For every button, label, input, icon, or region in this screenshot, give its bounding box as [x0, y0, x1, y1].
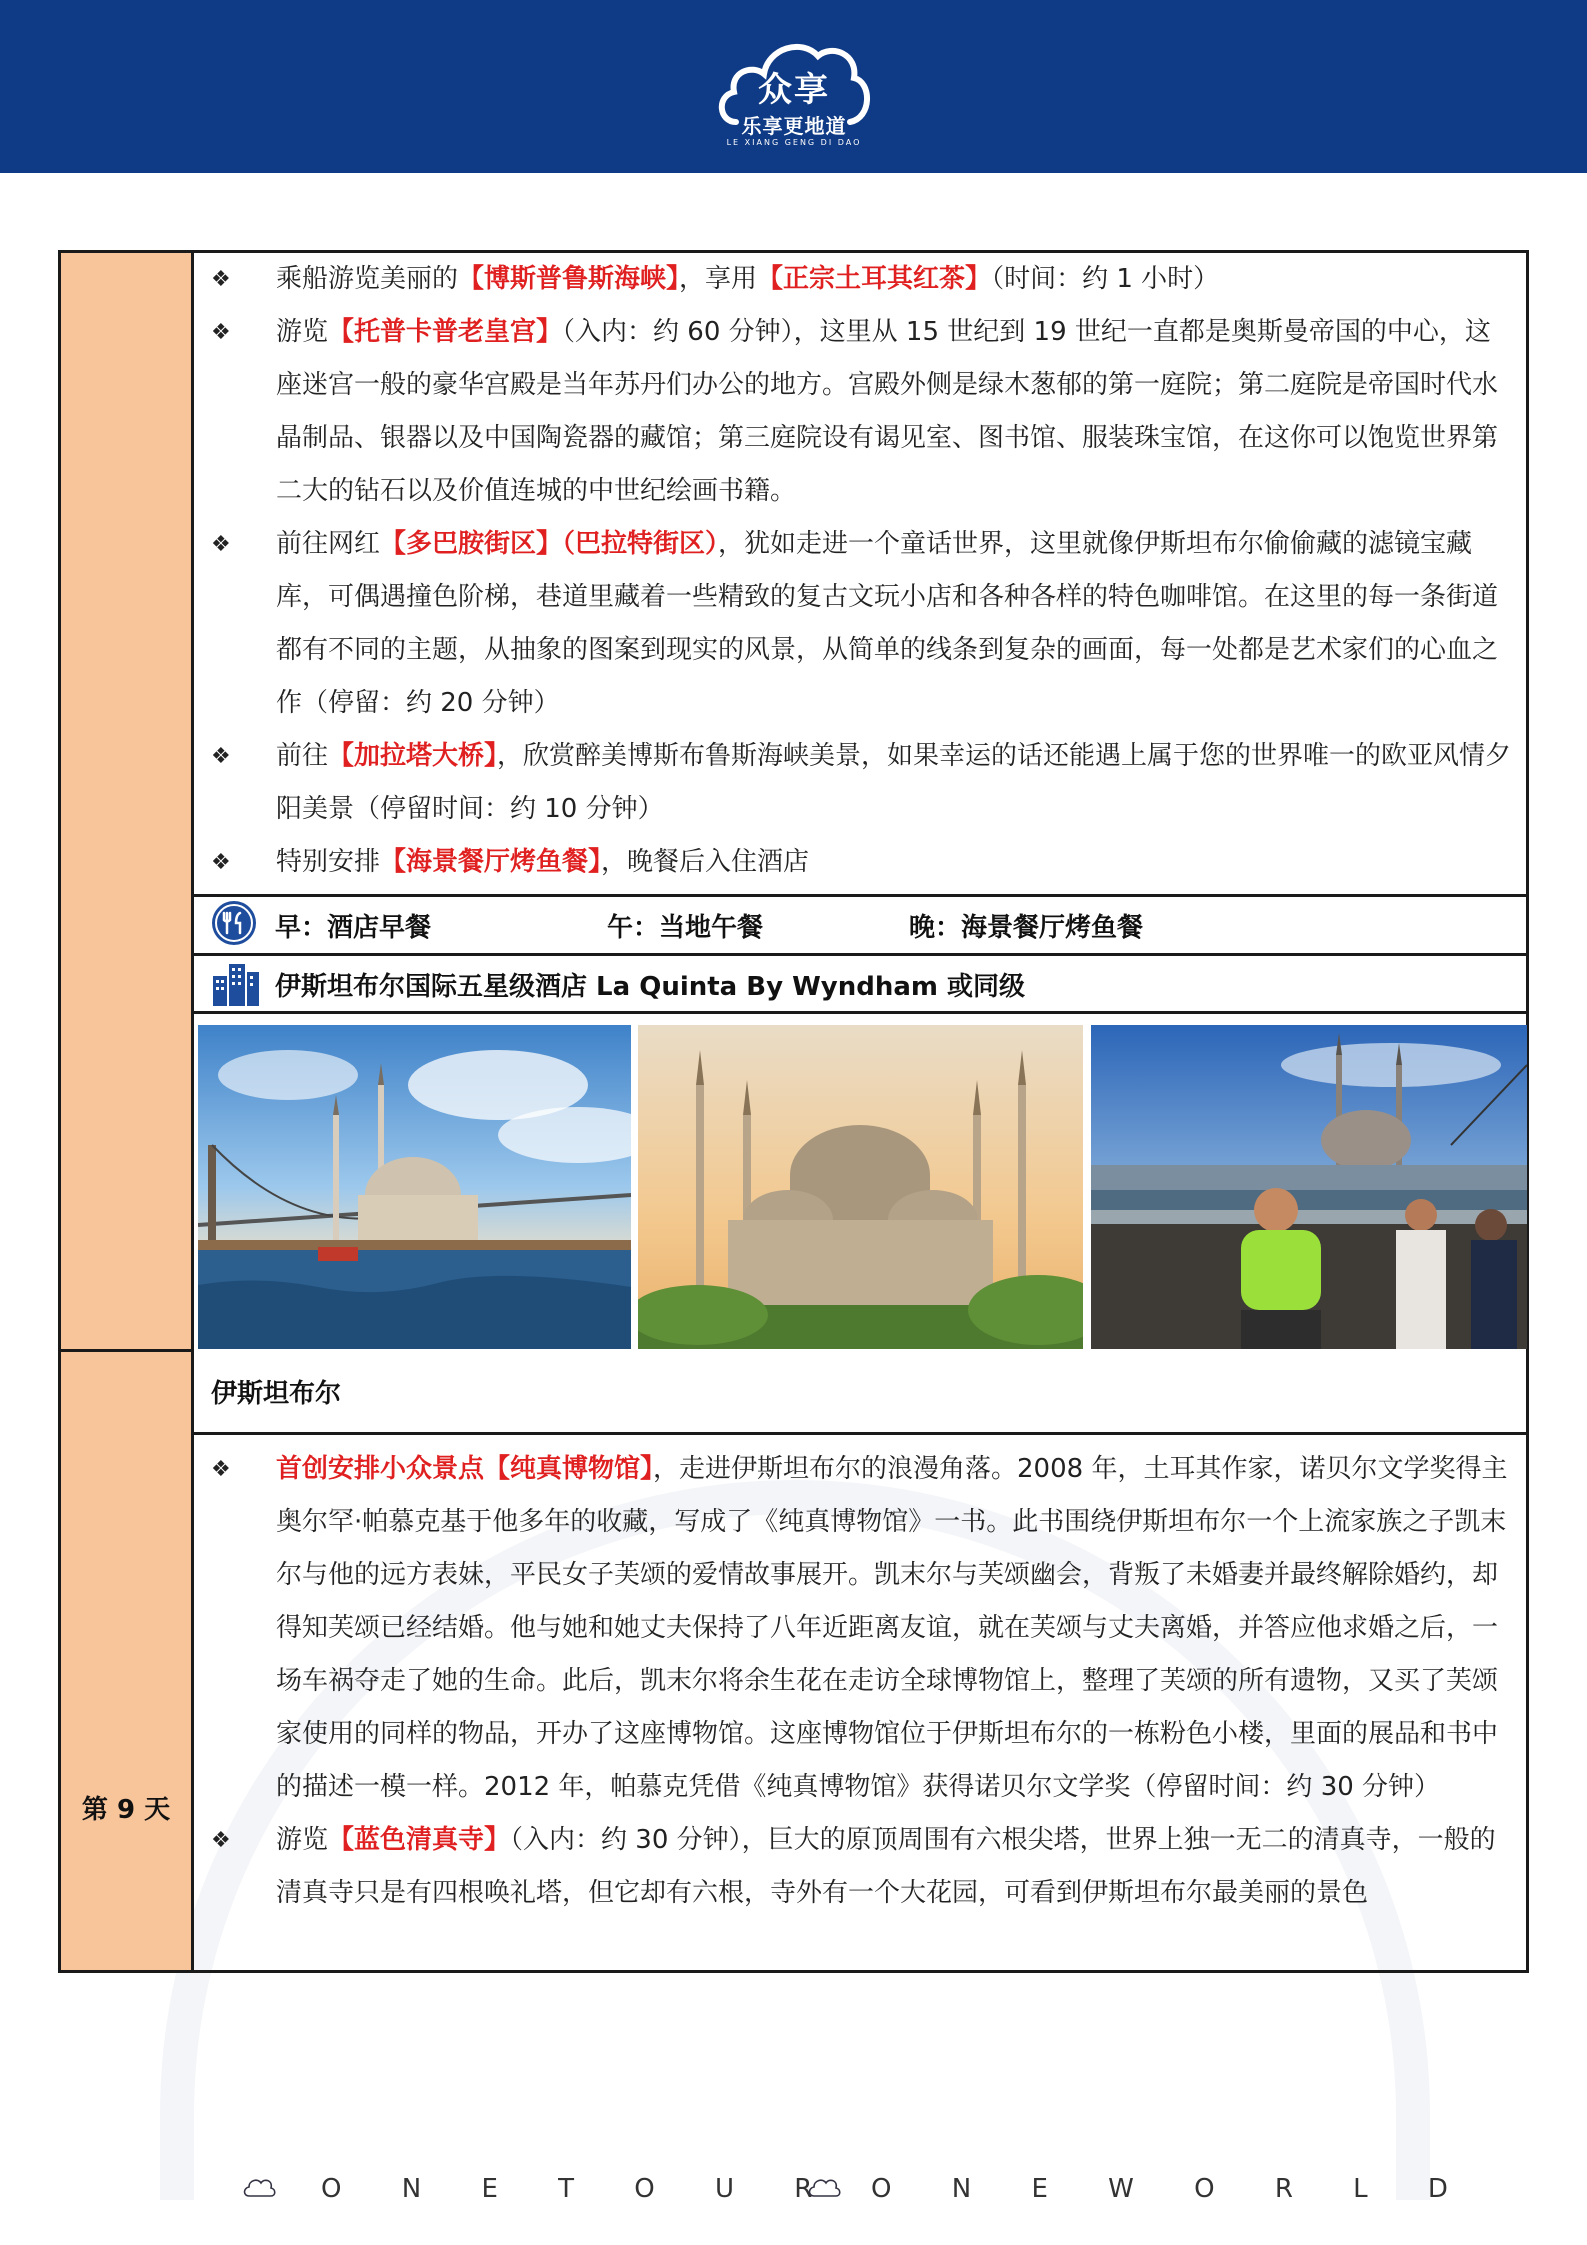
highlight-museum-of-innocence: 首创安排小众景点【纯真博物馆】 — [276, 1454, 654, 1484]
page-header — [0, 0, 1587, 173]
diamond-bullet-icon: ❖ — [211, 1828, 231, 1853]
galata-bridge-photo — [1091, 1025, 1527, 1349]
itinerary-table — [58, 250, 1529, 1973]
highlight-galata: 【加拉塔大桥】 — [328, 741, 498, 771]
brand-logo — [714, 22, 874, 152]
list-item — [211, 836, 1516, 889]
text-segment: （入内：约 30 分钟），巨大的原顶周围有六根尖塔，世界上独一无二的清真寺，一般的清真寺只是有四根唤礼塔，但它却有六根，寺外有一个大花园，可看到伊斯坦布尔最美丽的景色 — [276, 1825, 1496, 1908]
list-item — [211, 518, 1516, 730]
logo-title: 众享 — [758, 70, 830, 110]
cutlery-icon — [212, 901, 256, 945]
text-segment: （时间：约 1 小时） — [991, 264, 1220, 294]
list-item — [211, 253, 1516, 306]
photo-strip — [198, 1025, 1527, 1349]
divider — [194, 1432, 1526, 1435]
diamond-bullet-icon: ❖ — [211, 744, 231, 769]
highlight-balat: 【多巴胺街区】（巴拉特街区） — [380, 529, 719, 559]
page-footer — [243, 2168, 1474, 2208]
text-segment: （入内：约 60 分钟），这里从 15 世纪到 19 世纪一直都是奥斯曼帝国的中心，这座迷宫一般的豪华宫殿是当年苏丹们办公的地方。宫殿外侧是绿木葱郁的第一庭院；第二庭院是帝国时代水晶制品、银器以及中国陶瓷器的藏馆；第三庭院设有谒见室、图书馆、服装珠宝馆，在这你可以饱览世界第二大的钻石以及价值连城的中世纪绘画书籍。 — [276, 317, 1499, 506]
footer-onetour: O N E T O U R — [321, 2174, 839, 2204]
diamond-bullet-icon: ❖ — [211, 850, 231, 875]
text-segment: 前往网红 — [276, 529, 381, 559]
lunch-label: 午：当地午餐 — [607, 913, 764, 943]
day-label: 第 9 天 — [81, 1795, 171, 1825]
cloud-outline-icon — [808, 2176, 842, 2200]
list-item — [211, 306, 1516, 518]
text-segment: 游览 — [276, 317, 329, 347]
text-segment: ，犹如走进一个童话世界，这里就像伊斯坦布尔偷偷藏的滤镜宝藏库，可偶遇撞色阶梯，巷道里藏着一些精致的复古文玩小店和各种各样的特色咖啡馆。在这里的每一条街道都有不同的主题，从抽象的图案到现实的风景，从简单的线条到复杂的画面，每一处都是艺术家们的心血之作（停留：约 20 分钟） — [276, 529, 1499, 718]
blue-mosque-photo — [638, 1025, 1083, 1349]
day9-activity-list — [211, 1443, 1516, 1920]
ortakoy-mosque-photo — [198, 1025, 631, 1349]
day-column-previous — [61, 253, 194, 1352]
text-segment: ，走进伊斯坦布尔的浪漫角落。2008 年，土耳其作家，诺贝尔文学奖得主奥尔罕·帕慕克基于他多年的收藏，写成了《纯真博物馆》一书。此书围绕伊斯坦布尔一个上流家族之子凯末尔与他的远方表妹，平民女子芙颂的爱情故事展开。凯末尔与芙颂幽会，背叛了未婚妻并最终解除婚约，却得知芙颂已经结婚。他与她和她丈夫保持了八年近距离友谊，就在芙颂与丈夫离婚，并答应他求婚之后，一场车祸夺走了她的生命。此后，凯末尔将余生花在走访全球博物馆上，整理了芙颂的所有遗物，又买了芙颂家使用的同样的物品，开办了这座博物馆。这座博物馆位于伊斯坦布尔的一栋粉色小楼，里面的展品和书中的描述一模一样。2012 年，帕慕克凭借《纯真博物馆》获得诺贝尔文学奖（停留时间：约 30 分钟） — [276, 1454, 1508, 1802]
hotel-building-icon — [211, 962, 261, 1006]
divider — [194, 1011, 1526, 1014]
diamond-bullet-icon: ❖ — [211, 267, 231, 292]
diamond-bullet-icon: ❖ — [211, 532, 231, 557]
footer-oneworld: O N E W O R L D — [871, 2174, 1474, 2204]
list-item — [211, 1814, 1516, 1920]
text-segment: 乘船游览美丽的 — [276, 264, 459, 294]
highlight-topkapi: 【托普卡普老皇宫】 — [328, 317, 563, 347]
text-segment: 前往 — [276, 741, 329, 771]
cloud-outline-icon — [243, 2176, 277, 2200]
list-item — [211, 730, 1516, 836]
day8-activity-list — [211, 253, 1516, 889]
meals-row — [197, 897, 1527, 953]
highlight-blue-mosque: 【蓝色清真寺】 — [328, 1825, 511, 1855]
text-segment: ，享用 — [679, 264, 758, 294]
diamond-bullet-icon: ❖ — [211, 1457, 231, 1482]
hotel-name: 伊斯坦布尔国际五星级酒店 La Quinta By Wyndham 或同级 — [275, 972, 1026, 1002]
text-segment: 游览 — [276, 1825, 329, 1855]
logo-english: LE XIANG GENG DI DAO — [726, 138, 862, 147]
list-item — [211, 1443, 1516, 1814]
text-segment: ，欣赏醉美博斯布鲁斯海峡美景，如果幸运的话还能遇上属于您的世界唯一的欧亚风情夕阳美景（停留时间：约 10 分钟） — [276, 741, 1512, 824]
text-segment: ，晚餐后入住酒店 — [601, 847, 810, 877]
highlight-turkish-tea: 【正宗土耳其红茶】 — [757, 264, 992, 294]
highlight-seafood-dinner: 【海景餐厅烤鱼餐】 — [380, 847, 602, 877]
hotel-row — [197, 956, 1527, 1011]
highlight-bosphorus: 【博斯普鲁斯海峡】 — [458, 264, 680, 294]
diamond-bullet-icon: ❖ — [211, 320, 231, 345]
day-column-day9 — [61, 1352, 194, 1970]
dinner-label: 晚：海景餐厅烤鱼餐 — [909, 913, 1144, 943]
day9-city: 伊斯坦布尔 — [211, 1379, 342, 1409]
breakfast-label: 早：酒店早餐 — [275, 913, 432, 943]
text-segment: 特别安排 — [276, 847, 381, 877]
logo-subtitle: 乐享更地道 — [741, 114, 847, 138]
